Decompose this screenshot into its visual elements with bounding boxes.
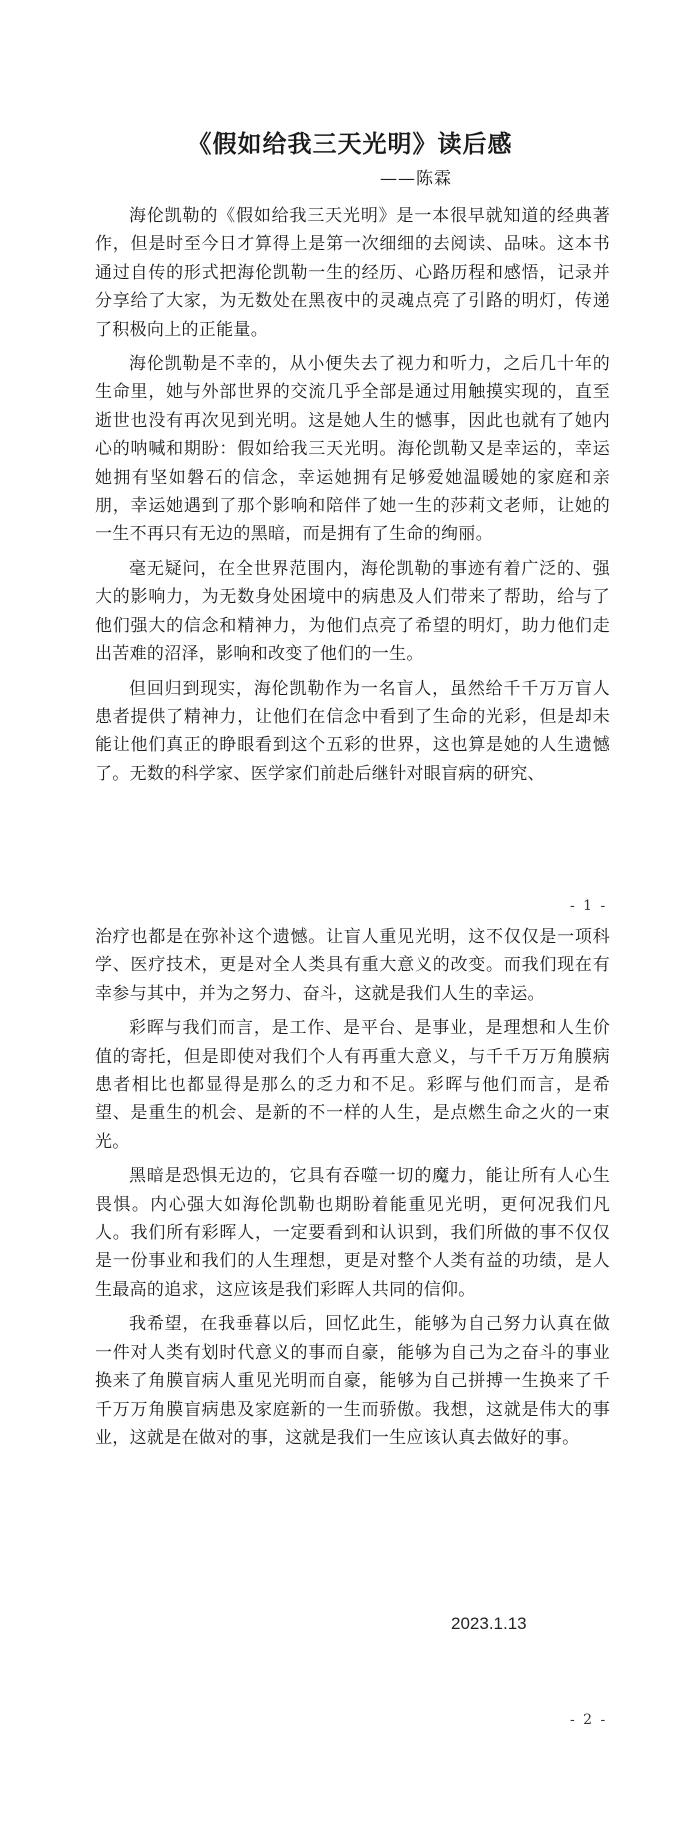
page-number: - 1 -: [570, 898, 608, 914]
paragraph: 海伦凯勒的《假如给我三天光明》是一本很早就知道的经典著作，但是时至今日才算得上是第一次细细的去阅读、品味。这本书通过自传的形式把海伦凯勒一生的经历、心路历程和感悟，记录并分享给了大家，为无数处在黑夜中的灵魂点亮了引路的明灯，传递了积极向上的正能量。: [95, 206, 610, 340]
paragraph: 毫无疑问，在全世界范围内，海伦凯勒的事迹有着广泛的、强大的影响力，为无数身处困境中的病患及人们带来了帮助，给与了他们强大的信念和精神力，为他们点亮了希望的明灯，助力他们走出苦难的沼泽，影响和改变了他们的一生。: [95, 558, 610, 665]
paragraph: 我希望，在我垂暮以后，回忆此生，能够为自己努力认真在做一件对人类有划时代意义的事而自豪，能够为自己为之奋斗的事业换来了角膜盲病人重见光明而自豪，能够为自己拼搏一生换来了千千万万角膜盲病患及家庭新的一生而骄傲。我想，这就是伟大的事业，这就是在做对的事，这就是我们一生应该认真去做好的事。: [95, 1314, 610, 1448]
paragraph: 黑暗是恐惧无边的，它具有吞噬一切的魔力，能让所有人心生畏惧。内心强大如海伦凯勒也期盼着能重见光明，更何况我们凡人。我们所有彩晖人，一定要看到和认识到，我们所做的事不仅仅是一份事业和我们的人生理想，更是对整个人类有益的功绩，是人生最高的追求，这应该是我们彩晖人共同的信仰。: [95, 1166, 610, 1300]
document-title: 《假如给我三天光明》读后感: [187, 129, 513, 158]
paragraph: 海伦凯勒是不幸的，从小便失去了视力和听力，之后几十年的生命里，她与外部世界的交流几乎全部是通过用触摸实现的，直至逝世也没有再次见到光明。这是她人生的憾事，因此也就有了她内心的呐喊和期盼：假如给我三天光明。海伦凯勒又是幸运的，幸运她拥有坚如磐石的信念，幸运她拥有足够爱她温暖她的家庭和亲朋，幸运她遇到了那个影响和陪伴了她一生的莎莉文老师，让她的一生不再只有无边的黑暗，而是拥有了生命的绚丽。: [95, 354, 610, 545]
page-1-body: [95, 202, 610, 794]
page-number: - 2 -: [570, 1712, 608, 1728]
document-author: ——陈霖: [380, 169, 452, 189]
document-date: 2023.1.13: [451, 1614, 527, 1633]
page-2-body: [95, 923, 610, 1458]
paragraph: 彩晖与我们而言，是工作、是平台、是事业，是理想和人生价值的寄托，但是即使对我们个人有再重大意义，与千千万万角膜病患者相比也都显得是那么的乏力和不足。彩晖与他们而言，是希望、是重生的机会、是新的不一样的人生，是点燃生命之火的一束光。: [95, 1018, 610, 1152]
paragraph-continued: 治疗也都是在弥补这个遗憾。让盲人重见光明，这不仅仅是一项科学、医疗技术，更是对全人类具有重大意义的改变。而我们现在有幸参与其中，并为之努力、奋斗，这就是我们人生的幸运。: [95, 927, 610, 1004]
paragraph: 但回归到现实，海伦凯勒作为一名盲人，虽然给千千万万盲人患者提供了精神力，让他们在信念中看到了生命的光彩，但是却未能让他们真正的睁眼看到这个五彩的世界，这也算是她的人生遗憾了。无数的科学家、医学家们前赴后继针对眼盲病的研究、: [95, 678, 610, 784]
